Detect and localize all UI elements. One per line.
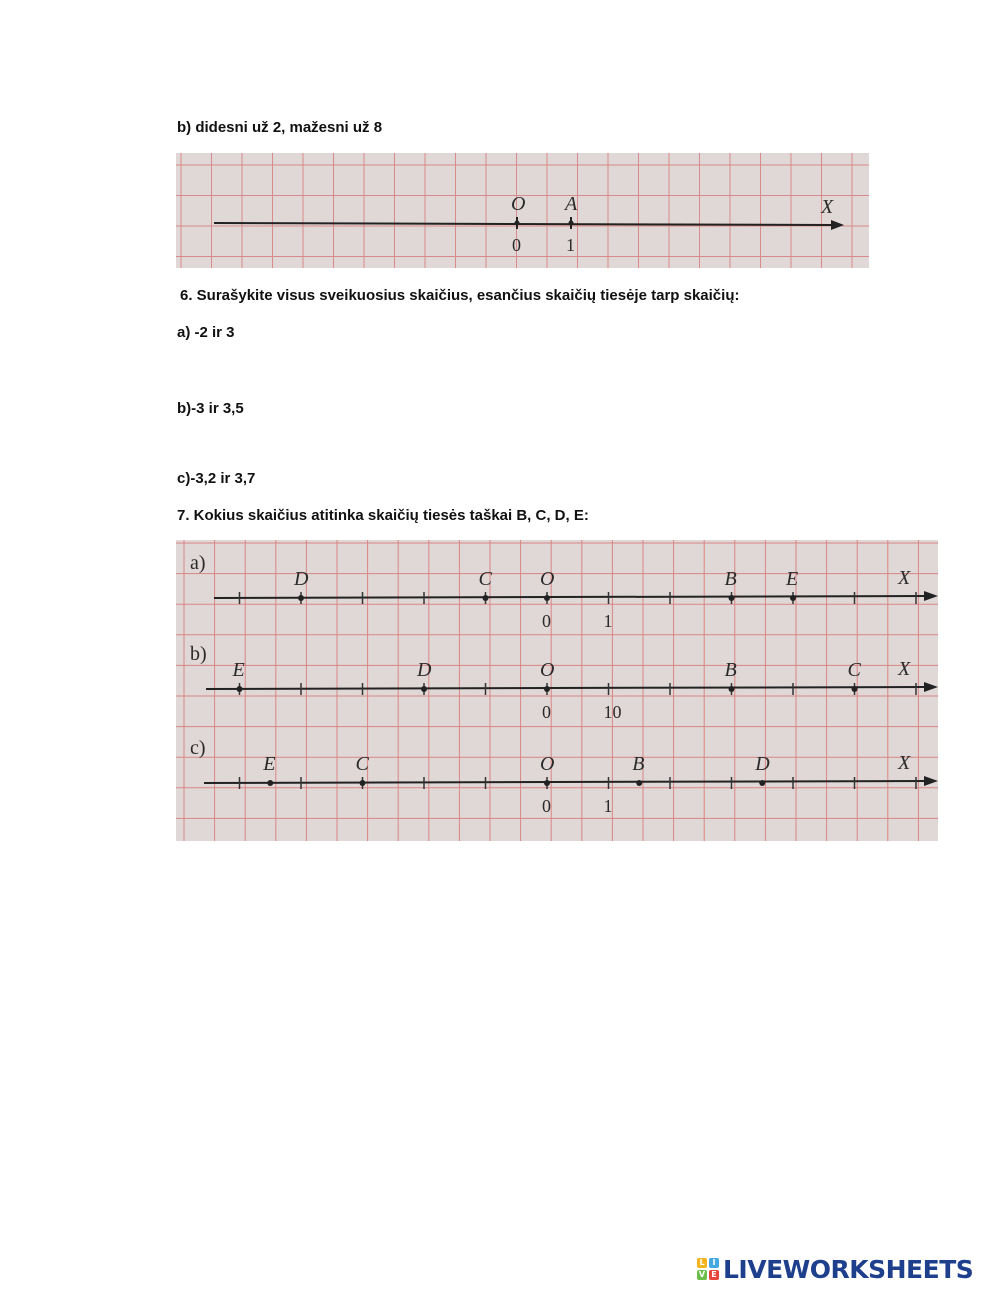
part-label: c) bbox=[190, 737, 206, 759]
logo-tile: E bbox=[709, 1270, 719, 1280]
axis-arrow-icon bbox=[924, 591, 938, 601]
question-6a-text: a) -2 ir 3 bbox=[177, 324, 235, 341]
point-dot bbox=[421, 686, 427, 692]
value-label: 1 bbox=[566, 235, 575, 255]
point-dot bbox=[515, 221, 520, 226]
point-label: E bbox=[263, 753, 276, 775]
point-label: O bbox=[511, 193, 526, 215]
point-label: O bbox=[540, 568, 555, 590]
number-line-axis bbox=[214, 596, 924, 598]
number-lines-2-svg bbox=[176, 540, 938, 841]
point-dot bbox=[759, 780, 765, 786]
logo-tile: L bbox=[697, 1258, 707, 1268]
question-6-text: 6. Surašykite visus sveikuosius skaičius, esančius skaičių tiesėje tarp skaičių: bbox=[180, 287, 740, 304]
number-line-axis bbox=[204, 781, 924, 783]
question-6c-text: c)-3,2 ir 3,7 bbox=[177, 470, 256, 487]
part-label: a) bbox=[190, 552, 206, 574]
logo-tile: I bbox=[709, 1258, 719, 1268]
point-dot bbox=[298, 595, 304, 601]
point-dot bbox=[790, 595, 796, 601]
point-dot bbox=[544, 780, 550, 786]
value-label: 10 bbox=[603, 702, 622, 722]
logo-tiles-icon bbox=[697, 1258, 719, 1280]
point-dot bbox=[729, 686, 735, 692]
point-dot bbox=[267, 780, 273, 786]
value-label: 1 bbox=[603, 611, 613, 631]
point-label: A bbox=[565, 193, 578, 215]
point-label: O bbox=[540, 753, 555, 775]
point-label: B bbox=[632, 753, 645, 775]
point-dot bbox=[360, 780, 366, 786]
axis-label: X bbox=[821, 196, 834, 218]
axis-label: X bbox=[898, 567, 911, 589]
number-line-figure-2 bbox=[176, 540, 938, 841]
number-line-axis bbox=[214, 223, 831, 225]
point-label: E bbox=[232, 659, 245, 681]
point-label: B bbox=[724, 568, 737, 590]
point-label: D bbox=[294, 568, 309, 590]
axis-label: X bbox=[898, 752, 911, 774]
point-label: C bbox=[478, 568, 492, 590]
logo-tile: V bbox=[698, 1270, 706, 1279]
value-label: 0 bbox=[542, 796, 551, 816]
point-label: D bbox=[417, 659, 432, 681]
point-dot bbox=[636, 780, 642, 786]
value-label: 1 bbox=[603, 796, 613, 816]
point-dot bbox=[544, 595, 550, 601]
point-dot bbox=[569, 221, 574, 226]
value-label: 0 bbox=[512, 235, 521, 255]
point-dot bbox=[852, 686, 858, 692]
point-dot bbox=[483, 595, 489, 601]
value-label: 0 bbox=[542, 611, 551, 631]
axis-arrow-icon bbox=[924, 776, 938, 786]
number-line-figure-1 bbox=[176, 153, 869, 268]
question-6b-text: b)-3 ir 3,5 bbox=[177, 400, 244, 417]
axis-label: X bbox=[898, 658, 911, 680]
point-label: C bbox=[847, 659, 861, 681]
part-label: b) bbox=[190, 643, 207, 665]
point-dot bbox=[729, 595, 735, 601]
point-label: E bbox=[786, 568, 799, 590]
point-dot bbox=[544, 686, 550, 692]
point-label: C bbox=[355, 753, 369, 775]
number-line-axis bbox=[206, 687, 924, 689]
axis-arrow-icon bbox=[924, 682, 938, 692]
value-label: 0 bbox=[542, 702, 551, 722]
point-label: O bbox=[540, 659, 555, 681]
point-label: B bbox=[724, 659, 737, 681]
question-7-text: 7. Kokius skaičius atitinka skaičių tiesės taškai B, C, D, E: bbox=[177, 507, 589, 524]
question-5b-text: b) didesni už 2, mažesni už 8 bbox=[177, 119, 383, 136]
point-dot bbox=[237, 686, 243, 692]
liveworksheets-logo bbox=[697, 1254, 973, 1284]
logo-text: LIVEWORKSHEETS bbox=[723, 1254, 974, 1284]
number-line-1-svg bbox=[176, 153, 869, 268]
grid-paper bbox=[176, 540, 938, 841]
axis-arrow-icon bbox=[831, 220, 844, 230]
point-label: D bbox=[755, 753, 770, 775]
